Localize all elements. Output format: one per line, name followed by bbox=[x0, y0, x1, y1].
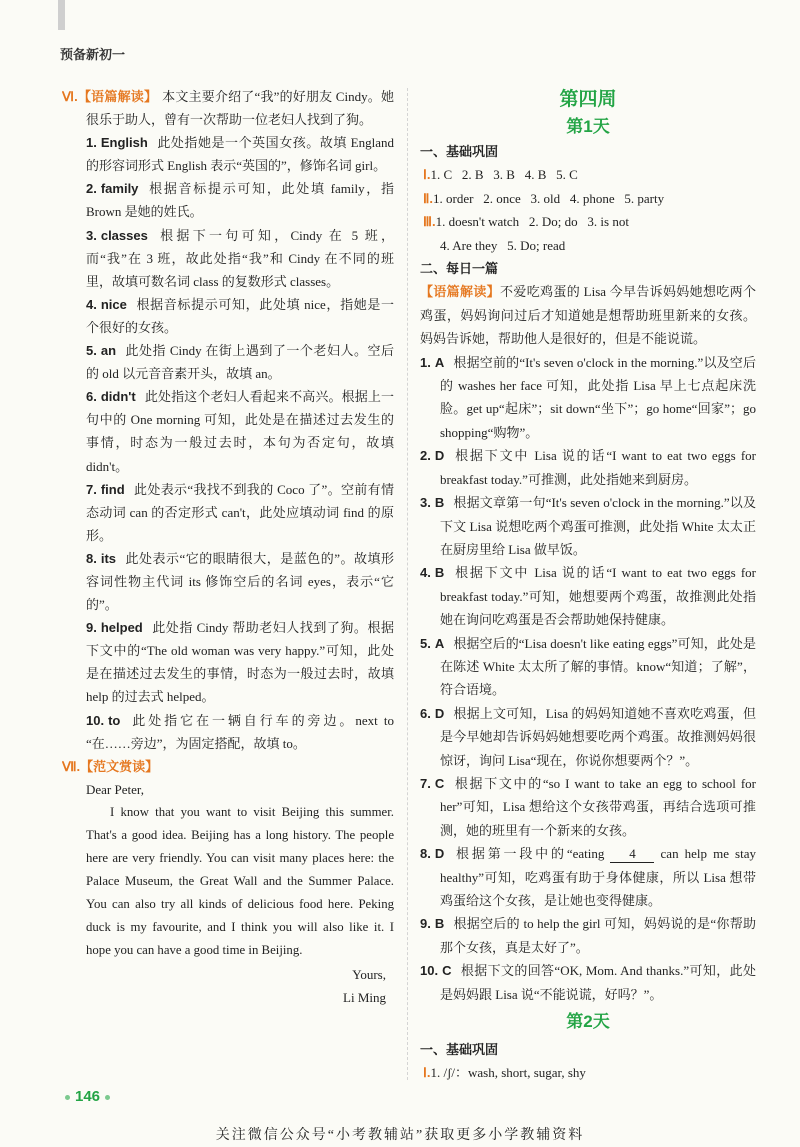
answer-number: 10. bbox=[86, 712, 105, 728]
exercise-row bbox=[420, 187, 756, 210]
answer-item bbox=[62, 131, 394, 177]
answer-explanation: 根据空前的“It's seven o'clock in the morning.”以及空后的 washes her face 可知，此处指 Lisa 早上七点起床洗脸。get up“起床”；sit down“坐下”；go home“回家”；go shopping“购物”。 bbox=[440, 354, 756, 440]
answer-explanation: 此处指她是一个英国女孩。故填 England 的形容词形式 English 表示“英国的”，修饰名词 girl。 bbox=[86, 135, 394, 174]
section-6-intro bbox=[62, 85, 394, 131]
answer-word: nice bbox=[100, 296, 127, 312]
answer-key bbox=[86, 181, 138, 196]
answer-key bbox=[420, 565, 444, 580]
week-title: 第四周 bbox=[559, 89, 617, 110]
answer-explanation: 根据文章第一句“It's seven o'clock in the morning.”以及下文 Lisa 说想吃两个鸡蛋可推测，此处指 White 太太正在厨房里给 Lisa 做早饭。 bbox=[440, 495, 756, 557]
answer-key bbox=[420, 776, 444, 791]
answer-letter: A bbox=[434, 635, 445, 651]
answer-number: 3. bbox=[86, 227, 97, 243]
answer-number: 3. bbox=[420, 495, 431, 511]
answer-key bbox=[86, 343, 116, 358]
answer-item bbox=[420, 351, 756, 445]
reading-summary bbox=[420, 280, 756, 350]
answer-explanation: 根据空后的 to help the girl 可知，妈妈说的是“你帮助那个女孩，真是太好了”。 bbox=[440, 916, 756, 955]
answer-item bbox=[62, 547, 394, 616]
exercise-row bbox=[420, 210, 756, 233]
answer-item bbox=[420, 702, 756, 772]
answer-item bbox=[420, 772, 756, 842]
answer-explanation: 根据下文的回答“OK, Mom. And thanks.”可知，此处是妈妈跟 Lisa 说“不能说谎，好吗？”。 bbox=[440, 963, 756, 1002]
answer-key bbox=[86, 620, 143, 635]
answer-explanation: 根据下一句可知，Cindy 在 5 班，而“我”在 3 班，故此处指“我”和 Cindy 在不同的班里，故填可数名词 class 的复数形式 classes。 bbox=[86, 227, 394, 289]
section-7-heading bbox=[62, 755, 394, 778]
answer-item bbox=[62, 177, 394, 223]
answer-word: to bbox=[108, 712, 121, 728]
answer-word: English bbox=[100, 135, 148, 151]
fill-blank: 4 bbox=[610, 846, 654, 863]
answer-item bbox=[420, 632, 756, 702]
answer-letter: B bbox=[434, 495, 445, 511]
left-column bbox=[62, 85, 394, 1089]
answer-explanation: 根据上文可知，Lisa 的妈妈知道她不喜欢吃鸡蛋，但是今早她却告诉妈妈她想要吃两个鸡蛋。故推测妈妈很惊讶，询问 Lisa“现在，你说你想要两个？”。 bbox=[440, 705, 756, 768]
answer-explanation: 此处指 Cindy 在街上遇到了一个老妇人。空后的 old 以元音音素开头，故填 an。 bbox=[86, 343, 394, 382]
answer-explanation-start: 根据第一段中的“eating bbox=[453, 846, 605, 862]
answer-number: 5. bbox=[86, 343, 97, 359]
answer-item bbox=[62, 339, 394, 385]
answer-explanation: 此处表示“它的眼睛很大，是蓝色的”。故填形容词性物主代词 its 修饰空后的名词 eyes，表示“它的”。 bbox=[86, 550, 394, 613]
answer-number: 4. bbox=[420, 565, 431, 581]
exercise-answers: 1. /ʃ/：wash, short, sugar, shy bbox=[430, 1065, 586, 1081]
answer-word: classes bbox=[100, 227, 148, 243]
answer-number: 8. bbox=[420, 846, 431, 862]
right-column bbox=[420, 86, 756, 1086]
exercise-number: Ⅰ. bbox=[423, 167, 431, 183]
answer-explanation: 根据下文中 Lisa 说的话“I want to eat two eggs for breakfast today.”可推测，此处指她来到厨房。 bbox=[440, 448, 756, 487]
answer-letter: D bbox=[434, 705, 445, 721]
answer-explanation: 根据音标提示可知，此处填 nice，指她是一个很好的女孩。 bbox=[86, 296, 394, 335]
section-number: Ⅶ. bbox=[62, 758, 81, 774]
answer-word: didn't bbox=[100, 389, 136, 405]
answer-number: 7. bbox=[86, 481, 97, 497]
section-number: Ⅵ. bbox=[62, 89, 78, 104]
answer-number: 7. bbox=[420, 775, 431, 791]
answer-word: an bbox=[100, 343, 117, 359]
answer-letter: B bbox=[434, 565, 445, 581]
exercise-answers: 1. C 2. B 3. B 4. B 5. C bbox=[430, 167, 578, 183]
letter-greeting: Dear Peter, bbox=[86, 781, 144, 797]
exercise-answers: 1. doesn't watch 2. Do; do 3. is not bbox=[435, 214, 629, 230]
answer-key bbox=[86, 551, 116, 566]
section-summary: 本文主要介绍了“我”的好朋友 Cindy。她很乐于助人，曾有一次帮助一位老妇人找到了狗。 bbox=[86, 89, 394, 128]
answer-number: 2. bbox=[86, 181, 97, 197]
exercise-number: Ⅰ. bbox=[423, 1065, 431, 1081]
answer-letter: B bbox=[434, 916, 445, 932]
answer-key bbox=[86, 228, 148, 243]
answer-number: 5. bbox=[420, 635, 431, 651]
answer-explanation: 根据空后的“Lisa doesn't like eating eggs”可知，此处是在陈述 White 太太所了解的事情。know“知道；了解”，符合语境。 bbox=[440, 635, 756, 698]
footer-note: 关注微信公众号“小考教辅站”获取更多小学教辅资料 bbox=[215, 1128, 585, 1143]
answer-item bbox=[62, 709, 394, 755]
answer-item bbox=[62, 385, 394, 477]
exercise-row-continued: 4. Are they 5. Do; read bbox=[440, 237, 566, 253]
book-title: 预备新初一 bbox=[60, 47, 126, 62]
section-tag: 【范文赏读】 bbox=[80, 758, 159, 774]
section-tag: 【语篇解读】 bbox=[77, 89, 158, 104]
subsection-heading: 一、基础巩固 bbox=[420, 1042, 499, 1058]
exercise-row bbox=[420, 163, 756, 186]
section-tag: 【语篇解读】 bbox=[420, 284, 501, 300]
answer-number: 1. bbox=[420, 354, 431, 370]
answer-item bbox=[420, 959, 756, 1006]
answer-key bbox=[420, 636, 444, 651]
answer-key bbox=[86, 389, 136, 404]
answer-explanation: 此处指这个老妇人看起来不高兴。根据上一句中的 One morning 可知，此处是在描述过去发生的事情，时态为一般过去时，本句为否定句，故填 didn't。 bbox=[86, 389, 394, 474]
answer-word: helped bbox=[100, 620, 143, 636]
answer-key bbox=[420, 916, 444, 931]
day-title: 第1天 bbox=[566, 117, 610, 136]
answer-number: 9. bbox=[420, 916, 431, 932]
answer-explanation: 根据下文中 Lisa 说的话“I want to eat two eggs for breakfast today.”可知，她想要两个鸡蛋，故推测此处指她在询问吃鸡蛋是否会帮助她保持健康。 bbox=[440, 565, 756, 628]
answer-word: family bbox=[100, 181, 139, 197]
answer-letter: A bbox=[434, 354, 445, 370]
answer-key bbox=[420, 448, 444, 463]
answer-explanation-end: can help me stay healthy”可知，吃鸡蛋有助于身体健康，所以 Lisa 想带鸡蛋给这个女孩，是让她也变得健康。 bbox=[440, 846, 756, 908]
letter-body: I know that you want to visit Beijing this summer. That's a good idea. Beijing has a long history. The people here are very friendly. You can visit many places here: the Palace Museum, the Great Wall and the Summer Palace. You can also try all kinds of delicious food here. Peking duck is my favourite, and I think you will also like it. I hope you can have a good time in Beijing. bbox=[86, 804, 394, 958]
answer-item bbox=[62, 478, 394, 547]
reading-summary-text: 不爱吃鸡蛋的 Lisa 今早告诉妈妈她想吃两个鸡蛋，妈妈询问过后才知道她是想帮助班里新来的女孩。妈妈告诉她，帮助他人是很好的，但是不能说谎。 bbox=[420, 284, 756, 347]
answer-number: 8. bbox=[86, 550, 97, 566]
answer-letter: D bbox=[434, 448, 445, 464]
answer-number: 6. bbox=[86, 389, 97, 405]
answer-key bbox=[420, 963, 451, 978]
answer-letter: C bbox=[434, 775, 445, 791]
answer-item bbox=[420, 561, 756, 631]
header-tab-decoration bbox=[58, 0, 65, 30]
answer-letter: D bbox=[434, 846, 445, 862]
day-title: 第2天 bbox=[566, 1012, 610, 1032]
exercise-number: Ⅱ. bbox=[423, 190, 434, 206]
subsection-heading: 一、基础巩固 bbox=[420, 144, 499, 159]
exercise-number: Ⅲ. bbox=[423, 214, 436, 230]
column-divider bbox=[407, 88, 408, 1080]
letter-closing: Yours, bbox=[352, 966, 386, 982]
dot-decoration bbox=[65, 1095, 70, 1100]
answer-item bbox=[420, 444, 756, 491]
answer-explanation: 此处指 Cindy 帮助老妇人找到了狗。根据下文中的“The old woman was very happy.”可知，此处是在描述过去发生的事情，时态为一般过去时，故填 help 的过去式 helped。 bbox=[86, 620, 394, 705]
answer-explanation: 根据音标提示可知，此处填 family，指 Brown 是她的姓氏。 bbox=[86, 181, 394, 220]
answer-item bbox=[62, 293, 394, 339]
answer-number: 4. bbox=[86, 296, 97, 312]
answer-key bbox=[86, 297, 127, 312]
answer-key bbox=[420, 706, 444, 721]
answer-explanation: 此处指它在一辆自行车的旁边。next to “在……旁边”，为固定搭配，故填 to。 bbox=[86, 712, 394, 751]
answer-number: 6. bbox=[420, 705, 431, 721]
answer-item bbox=[420, 491, 756, 561]
answer-key bbox=[420, 355, 444, 370]
letter-signature: Li Ming bbox=[343, 989, 386, 1005]
answer-key bbox=[86, 713, 120, 728]
answer-number: 10. bbox=[420, 963, 439, 979]
answer-word: its bbox=[100, 550, 117, 566]
answer-explanation: 根据下文中的“so I want to take an egg to school for her”可知，Lisa 想给这个女孩带鸡蛋，再结合选项可推测，她的班里有一个新来的女孩。 bbox=[440, 775, 756, 838]
answer-item bbox=[62, 616, 394, 708]
subsection-heading: 二、每日一篇 bbox=[420, 261, 499, 277]
answer-number: 1. bbox=[86, 135, 97, 151]
answer-item bbox=[420, 842, 756, 912]
page-number-text: 146 bbox=[75, 1088, 101, 1105]
answer-number: 2. bbox=[420, 448, 431, 464]
answer-item bbox=[420, 912, 756, 959]
answer-key bbox=[420, 846, 444, 861]
exercise-answers: 1. order 2. once 3. old 4. phone 5. party bbox=[433, 190, 665, 206]
answer-explanation: 此处表示“我找不到我的 Coco 了”。空前有情态动词 can 的否定形式 can't，此处应填动词 find 的原形。 bbox=[86, 481, 394, 543]
answer-key bbox=[420, 495, 444, 510]
dot-decoration bbox=[105, 1095, 110, 1100]
answer-key bbox=[86, 135, 148, 150]
page-number bbox=[60, 1087, 115, 1107]
answer-key bbox=[86, 482, 125, 497]
answer-number: 9. bbox=[86, 620, 97, 636]
answer-letter: C bbox=[442, 963, 452, 979]
exercise-row bbox=[420, 1061, 756, 1084]
answer-word: find bbox=[100, 481, 125, 497]
answer-item bbox=[62, 224, 394, 293]
